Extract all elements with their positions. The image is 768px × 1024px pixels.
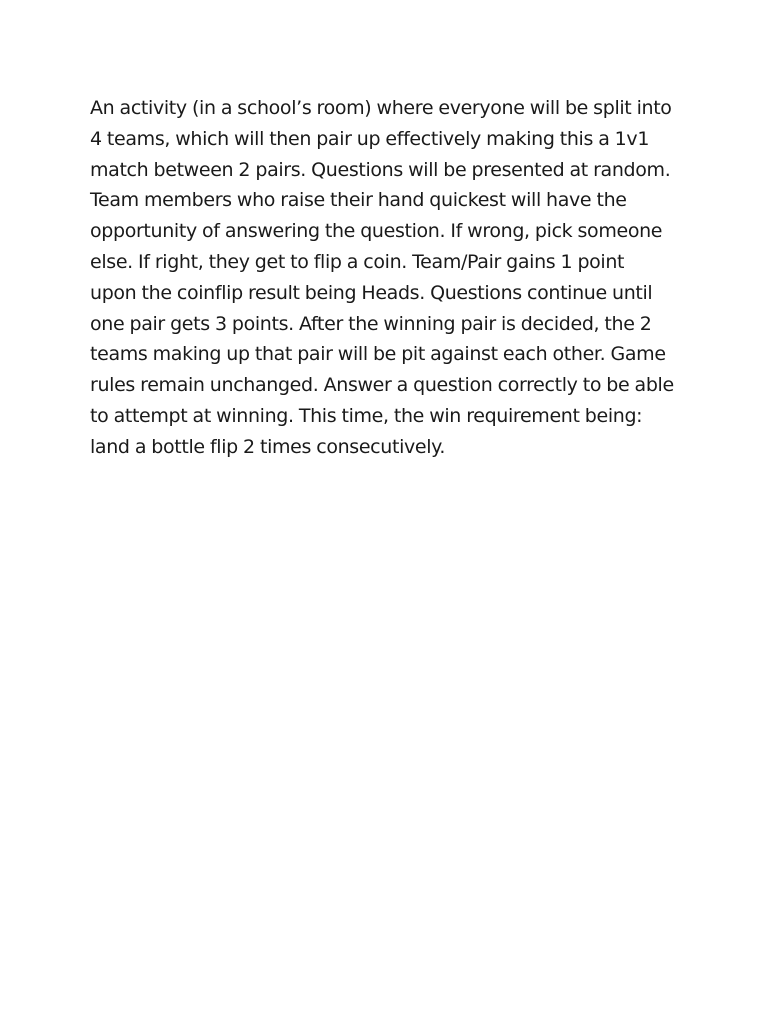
body-paragraph xyxy=(90,93,690,463)
paragraph-line-1: An activity (in a school’s room) where everyone will be split into xyxy=(90,97,672,119)
paragraph-line-8: one pair gets 3 points. After the winning pair is decided, the 2 xyxy=(90,312,652,335)
paragraph-line-10: rules remain unchanged. Answer a question correctly to be able xyxy=(90,374,674,397)
paragraph-line-3: match between 2 pairs. Questions will be presented at random. xyxy=(90,158,671,181)
paragraph-line-6: else. If right, they get to flip a coin. Team/Pair gains 1 point xyxy=(90,250,625,273)
paragraph-line-2: 4 teams, which will then pair up effectively making this a 1v1 xyxy=(90,127,650,150)
paragraph-line-4: Team members who raise their hand quickest will have the xyxy=(90,189,627,212)
paragraph-line-5: opportunity of answering the question. If wrong, pick someone xyxy=(90,220,663,243)
paragraph-line-12: land a bottle flip 2 times consecutively. xyxy=(90,435,446,458)
paragraph-line-11: to attempt at winning. This time, the win requirement being: xyxy=(90,404,643,427)
paragraph-line-7: upon the coinflip result being Heads. Questions continue until xyxy=(90,281,653,304)
paragraph-line-9: teams making up that pair will be pit against each other. Game xyxy=(90,343,666,366)
